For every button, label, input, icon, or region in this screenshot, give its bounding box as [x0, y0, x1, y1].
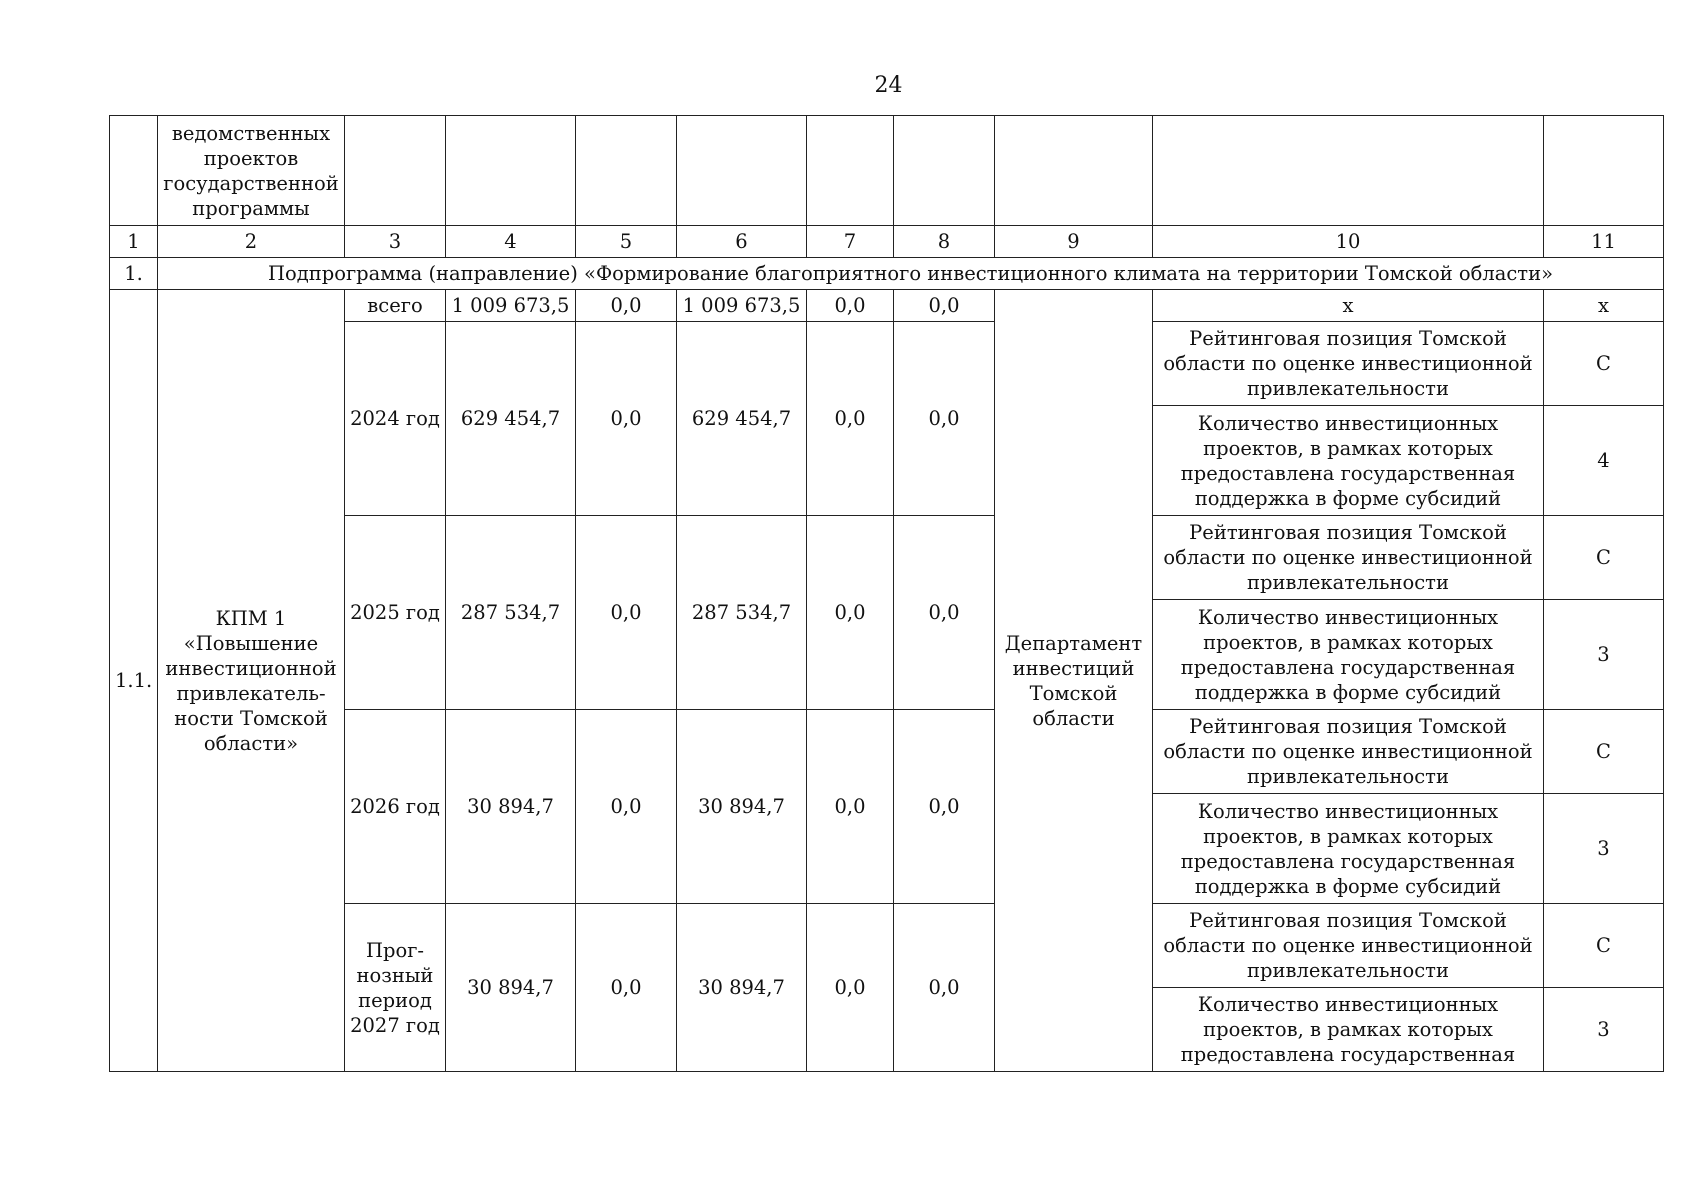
amount-cell: 0,0 [894, 516, 995, 710]
amount-cell: 0,0 [576, 322, 677, 516]
indicator-value: С [1544, 904, 1664, 988]
period-cell: 2026 год [345, 710, 446, 904]
cont-cell-1 [110, 116, 158, 226]
column-number-row [110, 226, 1664, 258]
amount-cell: 629 454,7 [446, 322, 576, 516]
indicator-value: С [1544, 710, 1664, 794]
indicator-value: 4 [1544, 406, 1664, 516]
table-row [110, 290, 1664, 322]
column-number: 4 [446, 226, 576, 258]
page-number: 24 [874, 73, 903, 98]
section-title: Подпрограмма (направление) «Формирование благоприятного инвестиционного климата на территории Томской области» [158, 258, 1664, 290]
indicator-cell: Количество инвестиционных проектов, в рамках которых предоставлена государственная [1153, 988, 1544, 1072]
indicator-cell: Рейтинговая позиция Томской области по оценке инвестиционной привлекательности [1153, 710, 1544, 794]
amount-cell: 1 009 673,5 [677, 290, 807, 322]
period-cell: 2024 год [345, 322, 446, 516]
amount-cell: 0,0 [894, 710, 995, 904]
amount-cell: 0,0 [807, 904, 894, 1072]
amount-cell: 1 009 673,5 [446, 290, 576, 322]
section-row [110, 258, 1664, 290]
column-number: 8 [894, 226, 995, 258]
column-number: 1 [110, 226, 158, 258]
amount-cell: 0,0 [894, 904, 995, 1072]
column-number: 11 [1544, 226, 1664, 258]
indicator-cell: Количество инвестиционных проектов, в рамках которых предоставлена государственная поддержка в форме субсидий [1153, 794, 1544, 904]
item-name: КПМ 1 «Повышение инвестиционной привлекатель-ности Томской области» [158, 290, 345, 1072]
amount-cell: 0,0 [576, 516, 677, 710]
column-number: 9 [995, 226, 1153, 258]
amount-cell: 0,0 [576, 710, 677, 904]
amount-cell: 0,0 [894, 290, 995, 322]
amount-cell: 0,0 [807, 516, 894, 710]
program-table [109, 115, 1664, 1072]
column-number: 10 [1153, 226, 1544, 258]
indicator-cell: Рейтинговая позиция Томской области по оценке инвестиционной привлекательности [1153, 904, 1544, 988]
period-cell: 2025 год [345, 516, 446, 710]
amount-cell: 0,0 [576, 290, 677, 322]
indicator-cell: x [1153, 290, 1544, 322]
amount-cell: 0,0 [807, 710, 894, 904]
indicator-value: 3 [1544, 794, 1664, 904]
continuation-row [110, 116, 1664, 226]
amount-cell: 30 894,7 [446, 710, 576, 904]
amount-cell: 287 534,7 [677, 516, 807, 710]
amount-cell: 30 894,7 [677, 904, 807, 1072]
indicator-value: 3 [1544, 600, 1664, 710]
amount-cell: 30 894,7 [677, 710, 807, 904]
indicator-value: С [1544, 322, 1664, 406]
amount-cell: 629 454,7 [677, 322, 807, 516]
amount-cell: 30 894,7 [446, 904, 576, 1072]
indicator-cell: Количество инвестиционных проектов, в рамках которых предоставлена государственная поддержка в форме субсидий [1153, 406, 1544, 516]
department-cell: Департамент инвестиций Томской области [995, 290, 1153, 1072]
indicator-cell: Количество инвестиционных проектов, в рамках которых предоставлена государственная поддержка в форме субсидий [1153, 600, 1544, 710]
indicator-value: 3 [1544, 988, 1664, 1072]
column-number: 2 [158, 226, 345, 258]
amount-cell: 0,0 [894, 322, 995, 516]
column-number: 5 [576, 226, 677, 258]
item-number: 1.1. [110, 290, 158, 1072]
indicator-value: С [1544, 516, 1664, 600]
column-number: 6 [677, 226, 807, 258]
period-cell: Прог-нозный период 2027 год [345, 904, 446, 1072]
amount-cell: 0,0 [576, 904, 677, 1072]
column-number: 7 [807, 226, 894, 258]
column-number: 3 [345, 226, 446, 258]
indicator-value: x [1544, 290, 1664, 322]
indicator-cell: Рейтинговая позиция Томской области по оценке инвестиционной привлекательности [1153, 516, 1544, 600]
period-cell: всего [345, 290, 446, 322]
section-number: 1. [110, 258, 158, 290]
amount-cell: 287 534,7 [446, 516, 576, 710]
amount-cell: 0,0 [807, 290, 894, 322]
indicator-cell: Рейтинговая позиция Томской области по оценке инвестиционной привлекательности [1153, 322, 1544, 406]
amount-cell: 0,0 [807, 322, 894, 516]
continuation-label: ведомственных проектов государственной программы [158, 116, 345, 226]
